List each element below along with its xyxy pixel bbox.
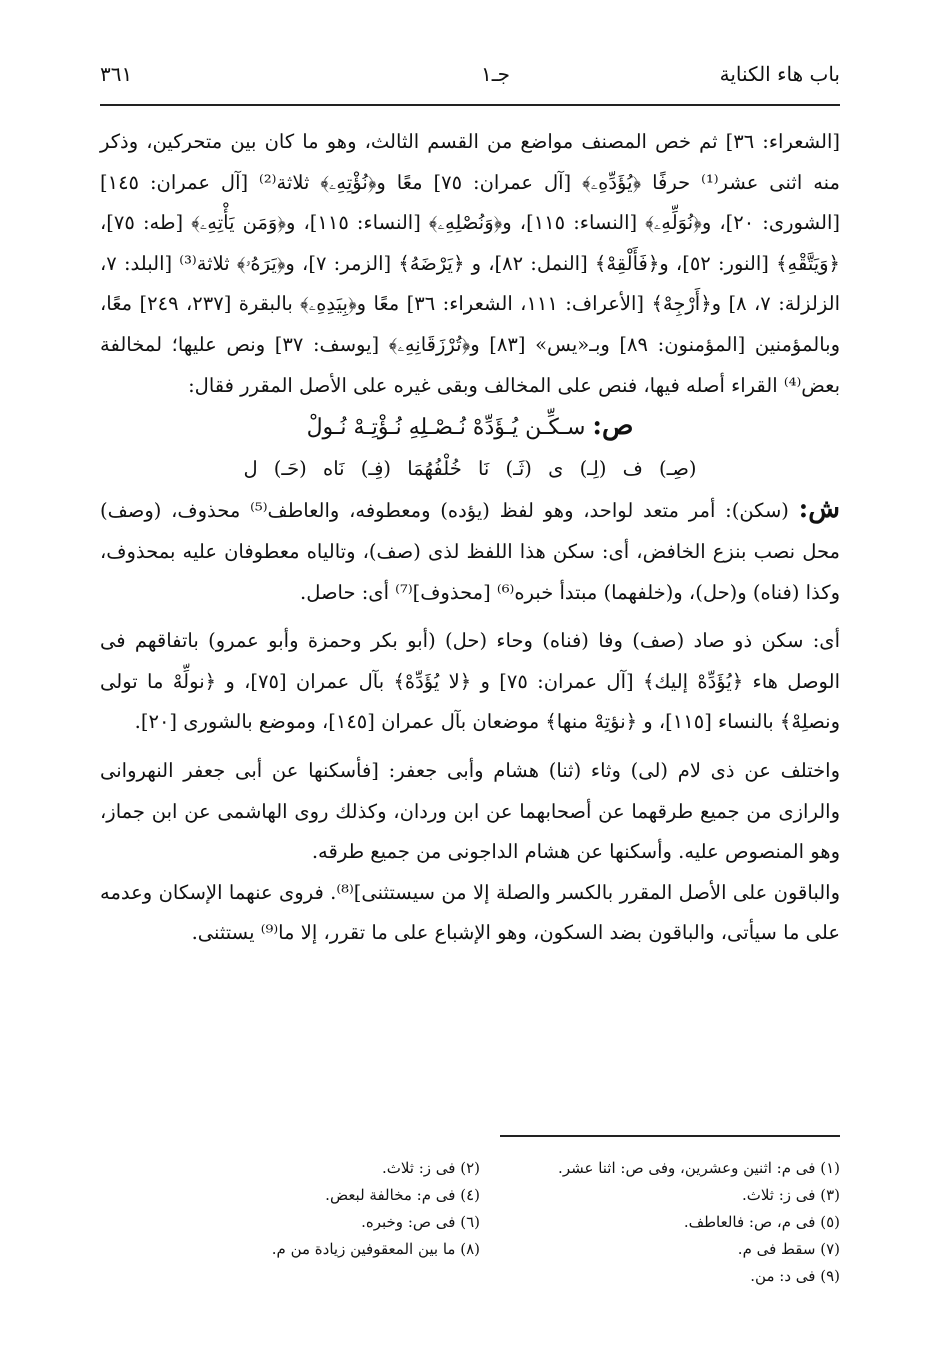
paragraph-2 (100, 489, 840, 613)
verse-symbols: (صِـ) ف (لِـ) ى (ثَـ) نَا خُلْفُهُمَا (فِـ) نَاه (حَـ) ل (243, 456, 697, 480)
paragraph-2-text: (سكن): أمر متعد لواحد، وهو لفظ (يؤده) ومعطوفه، والعاطف⁽⁵⁾ محذوف، (وصف) محل نصب بنزع الخافض، أى: سكن هذا اللفظ لذى (صف)، وتالياه معطوفان عليه بمحذوف، وكذا (فناه) و(حل)، و(خلفهما) مبتدأ خبره⁽⁶⁾ [محذوف]⁽⁷⁾ أى: حاصل. (100, 499, 840, 604)
volume-label: جـ١ (481, 62, 510, 86)
main-text (100, 122, 840, 954)
footnote-9: (٩) فى د: من. (750, 1267, 840, 1285)
footnotes (120, 1155, 840, 1290)
footnote-4: (٤) فى م: مخالفة لبعض. (325, 1186, 480, 1204)
spacer (100, 743, 840, 751)
paragraph-3: أى: سكن ذو صاد (صف) وفا (فناه) وحاء (حل) (أبو بكر وحمزة وأبو عمرو) باتفاقهم فى الوصل هاء ﴿يُؤَدِّهْ إليك﴾ [آل عمران: ٧٥] و ﴿لا يُؤَدِّهْ﴾ بآل عمران [٧٥]، و ﴿نولِّهْ ما تولى ونصلِهْ﴾ بالنساء [١١٥]، و ﴿نؤتِهْ منها﴾ موضعان بآل عمران [١٤٥]، وموضع بالشورى [٢٠]. (100, 629, 840, 734)
footnote-row (120, 1155, 840, 1182)
verse-text: سـكِّـن يُـؤَدِّهْ نُـصْـلِهِ نُـؤْتِـهْ نُـولْ (306, 415, 586, 441)
footnote-8: (٨) ما بين المعقوفين زيادة من م. (271, 1240, 480, 1258)
footnote-rule (500, 1135, 840, 1137)
page-number: ٣٦١ (100, 62, 133, 86)
paragraph-5: والباقون على الأصل المقرر بالكسر والصلة إلا من سيستثنى]⁽⁸⁾. فروى عنهما الإسكان وعدمه على ما سيأتى، والباقون بضد السكون، وهو الإشباع على ما تقرر، إلا ما⁽⁹⁾ يستثنى. (100, 880, 840, 945)
paragraph-4: واختلف عن ذى لام (لى) وثاء (ثنا) هشام وأبى جعفر: [فأسكنها عن أبى جعفر النهروانى والرازى من جميع طرقهما عن أصحابهما عن ابن وردان، وكذلك روى الهاشمى عن ابن جماز، وهو المنصوص عليه. وأسكنها عن هشام الداجونى من جميع طرقه. (100, 758, 840, 864)
footnote-row (120, 1263, 840, 1290)
footnote-6: (٦) فى ص: وخبره. (361, 1213, 480, 1231)
chapter-title: باب هاء الكناية (719, 62, 840, 86)
footnote-row (120, 1236, 840, 1263)
paragraph-1: [الشعراء: ٣٦] ثم خص المصنف مواضع من القسم الثالث، وهو ما كان بين متحركين، وذكر منه اثنى عشر⁽¹⁾ حرفًا ﴿يُؤَدِّهِۦ﴾ [آل عمران: ٧٥] معًا و﴿نُؤْتِهِۦ﴾ ثلاثة⁽²⁾ [آل عمران: ١٤٥] [الشورى: ٢٠]، و﴿نُوَلِّهِۦ﴾ [النساء: ١١٥]، و﴿وَنُصْلِهِۦ﴾ [النساء: ١١٥]، و﴿وَمَن يَأْتِهِۦ﴾ [طه: ٧٥]، ﴿وَيَتَّقْهِ﴾ [النور: ٥٢]، و﴿فَأَلْقِهْ﴾ [النمل: ٨٢]، و ﴿يَرْضَهُ﴾ [الزمر: ٧]، و﴿يَرَهُۥ﴾ ثلاثة⁽³⁾ [البلد: ٧، الزلزلة: ٧، ٨] و﴿أَرْجِهْ﴾ [الأعراف: ١١١، الشعراء: ٣٦] معًا و﴿بِيَدِهِۦ﴾ بالبقرة [٢٣٧، ٢٤٩] معًا، وبالمؤمنين [المؤمنون: ٨٩] وبـ«يس» [٨٣] و﴿تُرْزَقَانِهِۦ﴾ [يوسف: ٣٧] ونص عليها؛ لمخالفة بعض⁽⁴⁾ القراء أصله فيها، فنص على المخالف وبقى غيره على الأصل المقرر فقال: (100, 130, 841, 397)
commentary-lead-marker: ش: (798, 494, 840, 525)
header-rule (100, 104, 840, 106)
footnote-1: (١) فى م: اثنين وعشرين، وفى ص: اثنا عشر. (558, 1159, 840, 1177)
footnote-row (120, 1182, 840, 1209)
footnote-row (120, 1209, 840, 1236)
footnote-5: (٥) فى م، ص: فالعاطف. (683, 1213, 840, 1231)
verse-lead-marker: ص: (592, 411, 634, 442)
spacer (100, 613, 840, 621)
footnote-3: (٣) فى ز: ثلاث. (741, 1186, 840, 1204)
verse-line (100, 406, 840, 449)
footnote-7: (٧) سقط فى م. (737, 1240, 840, 1258)
footnote-2: (٢) فى ز: ثلاث. (381, 1159, 480, 1177)
page-header (100, 62, 840, 98)
